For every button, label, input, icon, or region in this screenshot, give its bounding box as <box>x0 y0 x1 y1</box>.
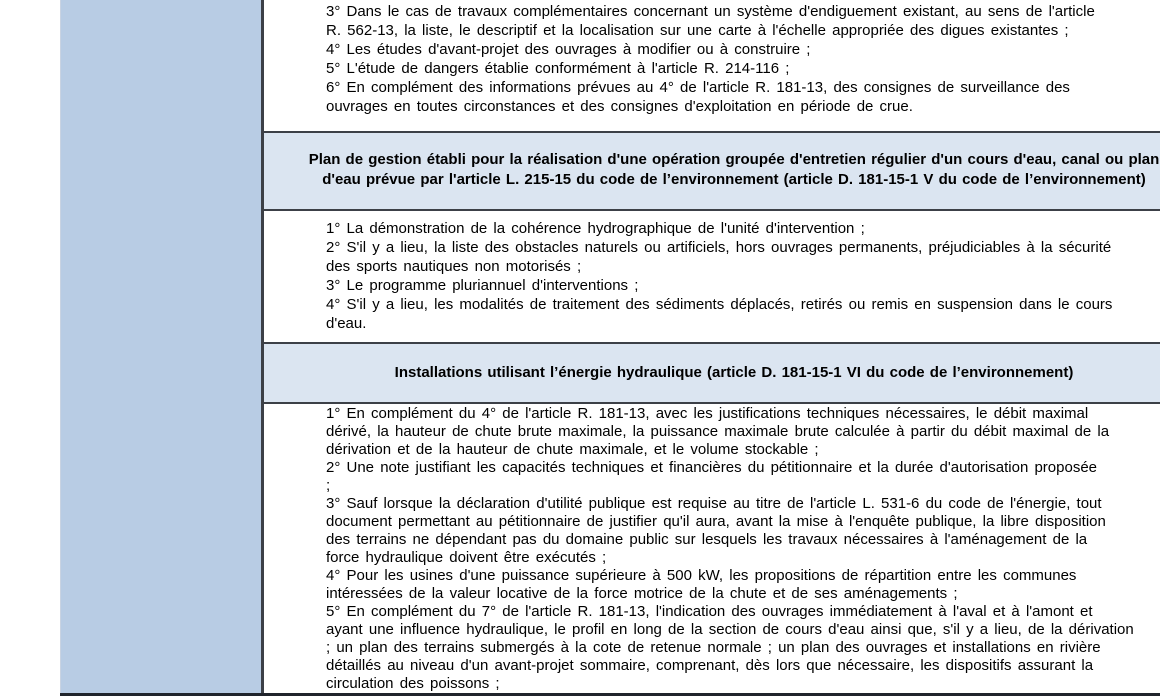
text-line: 4° Les études d'avant-projet des ouvrages à modifier ou à construire ; <box>326 41 811 58</box>
table-row-energie-hydraulique-items <box>264 402 1160 693</box>
text-line: ayant une influence hydraulique, le profil en long de la section de cours d'eau ainsi que, s'il y a lieu, de la dérivation <box>326 621 1134 638</box>
section-header-plan-de-gestion <box>264 131 1160 209</box>
text-line: 6° En complément des informations prévues au 4° de l'article R. 181-13, des consignes de surveillance des <box>326 79 1070 96</box>
text-line: 4° S'il y a lieu, les modalités de traitement des sédiments déplacés, retirés ou remis en suspension dans le cours <box>326 296 1113 313</box>
text-line: 5° L'étude de dangers établie conformément à l'article R. 214-116 ; <box>326 60 790 77</box>
text-line: 4° Pour les usines d'une puissance supérieure à 500 kW, les propositions de répartition entre les communes <box>326 567 1077 584</box>
text-line: 5° En complément du 7° de l'article R. 181-13, l'indication des ouvrages immédiatement à l'aval et à l'amont et <box>326 603 1093 620</box>
requirements-table <box>60 0 1160 696</box>
text-line: 2° S'il y a lieu, la liste des obstacles naturels ou artificiels, hors ouvrages permanents, préjudiciables à la sécurité <box>326 239 1112 256</box>
text-line: 3° Le programme pluriannuel d'interventions ; <box>326 277 639 294</box>
table-row-endiguement-items <box>264 0 1160 131</box>
section-header-line: Installations utilisant l’énergie hydraulique (article D. 181-15-1 VI du code de l’environnement) <box>394 364 1074 381</box>
text-line: 1° La démonstration de la cohérence hydrographique de l'unité d'intervention ; <box>326 220 865 237</box>
section-header-line: Plan de gestion établi pour la réalisation d'une opération groupée d'entretien régulier d'un cours d'eau, canal ou plan <box>308 151 1160 168</box>
table-row-plan-de-gestion-items <box>264 209 1160 342</box>
section-header-line: d'eau prévue par l'article L. 215-15 du code de l’environnement (article D. 181-15-1 V du code de l’environnement) <box>322 171 1146 188</box>
category-sidebar-cell <box>60 0 264 693</box>
text-line: ouvrages en toutes circonstances et des consignes d'exploitation en période de crue. <box>326 98 913 115</box>
text-line: ; un plan des terrains submergés à la cote de retenue normale ; un plan des ouvrages et installations en rivière <box>326 639 1101 656</box>
text-line: 3° Sauf lorsque la déclaration d'utilité publique est requise au titre de l'article L. 531-6 du code de l'énergie, tout <box>326 495 1102 512</box>
text-line: 1° En complément du 4° de l'article R. 181-13, avec les justifications techniques nécessaires, le débit maximal <box>326 405 1089 422</box>
text-line: dérivé, la hauteur de chute brute maximale, la puissance maximale brute calculée à partir du débit maximal de la <box>326 423 1110 440</box>
text-line: des sports nautiques non motorisés ; <box>326 258 582 275</box>
text-line: document permettant au pétitionnaire de justifier qu'il aura, avant la mise à l'enquête publique, la libre disposition <box>326 513 1106 530</box>
text-line: dérivation et de la hauteur de chute maximale, et le volume stockable ; <box>326 441 819 458</box>
section-header-energie-hydraulique <box>264 342 1160 402</box>
text-line: d'eau. <box>326 315 367 332</box>
text-line: circulation des poissons ; <box>326 675 500 692</box>
text-line: force hydraulique doivent être exécutés ; <box>326 549 607 566</box>
text-line: des terrains ne dépendant pas du domaine public sur lesquels les travaux nécessaires à l'aménagement de la <box>326 531 1088 548</box>
text-line: ; <box>326 477 331 494</box>
text-line: 3° Dans le cas de travaux complémentaires concernant un système d'endiguement existant, au sens de l'article <box>326 3 1095 20</box>
text-line: R. 562-13, la liste, le descriptif et la localisation sur une carte à l'échelle appropriée des digues existantes ; <box>326 22 1069 39</box>
text-line: intéressées de la valeur locative de la force motrice de la chute et de ses aménagements ; <box>326 585 958 602</box>
text-line: détaillés au niveau d'un avant-projet sommaire, comprenant, dès lors que nécessaire, les dispositifs assurant la <box>326 657 1094 674</box>
table-content-column <box>264 0 1160 693</box>
text-line: 2° Une note justifiant les capacités techniques et financières du pétitionnaire et la durée d'autorisation proposée <box>326 459 1097 476</box>
